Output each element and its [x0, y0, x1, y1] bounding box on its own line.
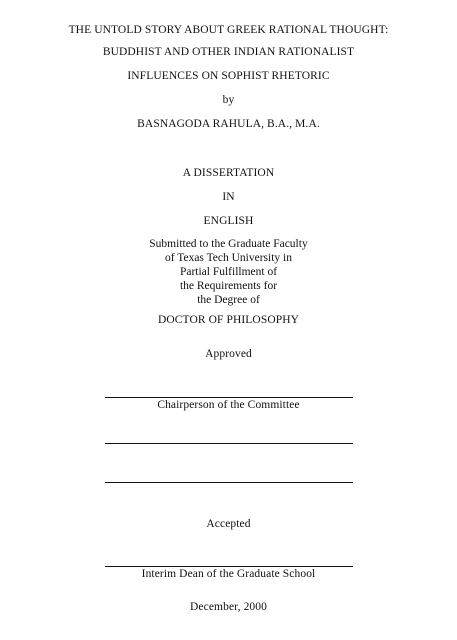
- submission-date: December, 2000: [190, 601, 267, 613]
- submission-line-5: the Degree of: [197, 294, 260, 306]
- department: ENGLISH: [203, 215, 254, 227]
- in-label: IN: [222, 191, 235, 203]
- submission-line-2: of Texas Tech University in: [165, 252, 292, 264]
- submission-statement: [0, 237, 457, 307]
- approved-label: Approved: [205, 348, 252, 360]
- title-line-3: INFLUENCES ON SOPHIST RHETORIC: [127, 70, 330, 82]
- submission-line-3: Partial Fulfillment of: [179, 266, 278, 278]
- by-label: by: [222, 94, 235, 106]
- dean-label: Interim Dean of the Graduate School: [141, 568, 316, 580]
- accepted-label: Accepted: [206, 518, 251, 530]
- dean-signature-line: [105, 566, 353, 567]
- document-type: A DISSERTATION: [182, 167, 275, 179]
- submission-line-4: the Requirements for: [179, 280, 278, 292]
- title-line-2: BUDDHIST AND OTHER INDIAN RATIONALIST: [102, 46, 355, 58]
- degree-name: DOCTOR OF PHILOSOPHY: [157, 314, 300, 326]
- committee-signature-line-2: [105, 482, 353, 483]
- committee-signature-line-1: [105, 443, 353, 444]
- chairperson-label: Chairperson of the Committee: [157, 399, 300, 411]
- author-name: BASNAGODA RAHULA, B.A., M.A.: [137, 118, 320, 130]
- title-line-1: THE UNTOLD STORY ABOUT GREEK RATIONAL THOUGHT:: [68, 24, 389, 36]
- submission-line-1: Submitted to the Graduate Faculty: [149, 238, 308, 250]
- chairperson-signature-line: [105, 397, 353, 398]
